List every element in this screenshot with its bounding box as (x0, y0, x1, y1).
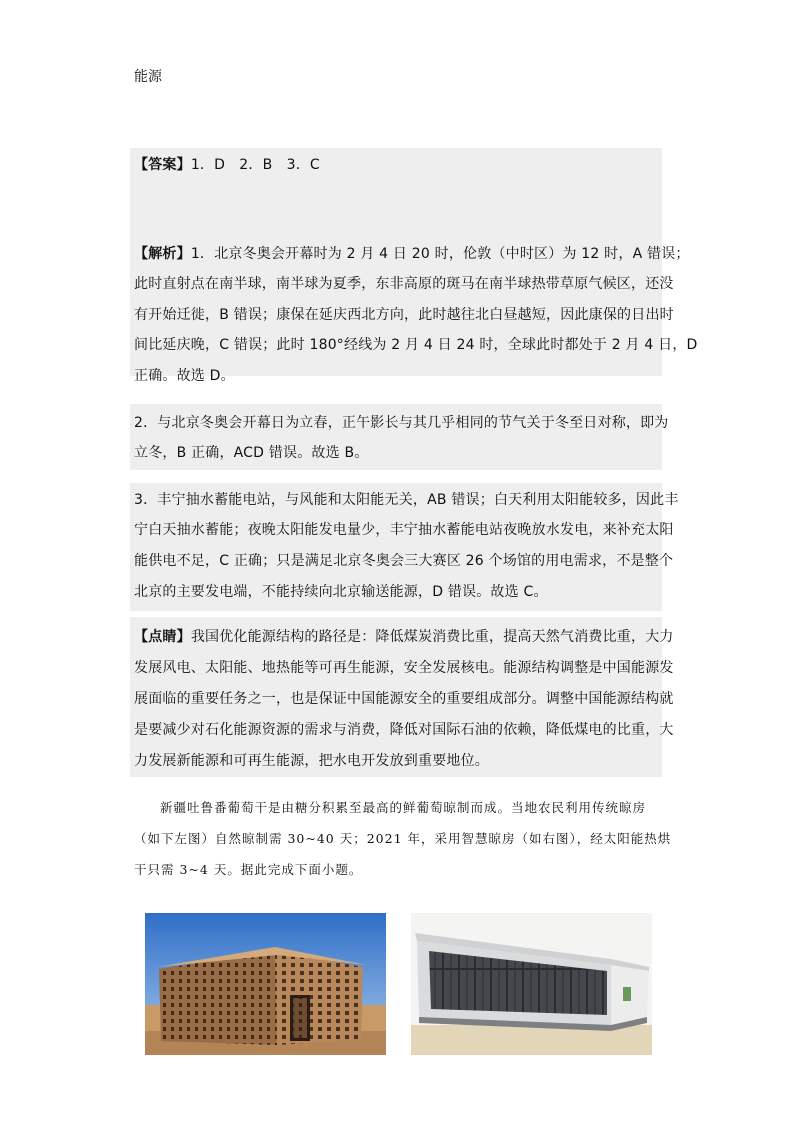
analysis-line: 有开始迁徙，B 错误；康保在延庆西北方向，此时越往北白昼越短，因此康保的日出时 (134, 307, 674, 323)
answer-text: 1．D 2．B 3．C (190, 157, 320, 173)
tip-line: 【点睛】我国优化能源结构的路径是：降低煤炭消费比重，提高天然气消费比重，大力 (134, 629, 674, 645)
tip-line: 力发展新能源和可再生能源，把水电开发放到重要地位。 (134, 753, 489, 769)
intro-line: （如下左图）自然晾制需 30~40 天；2021 年，采用智慧晾房（如右图），经太阳能热烘 (134, 831, 672, 846)
intro-line: 干只需 3~4 天。据此完成下面小题。 (134, 862, 363, 877)
analysis-line: 间比延庆晚，C 错误；此时 180°经线为 2 月 4 日 24 时，全球此时都处于 2 月 4 日，D (134, 337, 698, 353)
analysis-line: 北京的主要发电端，不能持续向北京输送能源，D 错误。故选 C。 (134, 584, 548, 600)
traditional-drying-house-image (145, 913, 386, 1055)
answer-line (134, 155, 662, 175)
answer-label: 【答案】 (134, 157, 191, 173)
tip-line: 发展风电、太阳能、地热能等可再生能源，安全发展核电。能源结构调整是中国能源发 (134, 660, 674, 676)
analysis-line: 正确。故选 D。 (134, 368, 235, 384)
smart-drying-house-image (411, 913, 652, 1055)
analysis-line: 此时直射点在南半球，南半球为夏季，东非高原的斑马在南半球热带草原气候区，还没 (134, 276, 674, 292)
analysis-line: 【解析】1．北京冬奥会开幕时为 2 月 4 日 20 时，伦敦（中时区）为 12 时，A 错误； (134, 246, 690, 262)
tip-label: 【点睛】 (134, 629, 191, 645)
analysis-line: 3．丰宁抽水蓄能电站，与风能和太阳能无关，AB 错误；白天利用太阳能较多，因此丰 (134, 492, 679, 508)
analysis-line: 2．与北京冬奥会开幕日为立春，正午影长与其几乎相同的节气关于冬至日对称，即为 (134, 415, 669, 431)
analysis-line: 能供电不足，C 正确；只是满足北京冬奥会三大赛区 26 个场馆的用电需求，不是整个 (134, 553, 674, 569)
tip-line: 是要减少对石化能源资源的需求与消费，降低对国际石油的依赖，降低煤电的比重，大 (134, 722, 674, 738)
intro-line: 新疆吐鲁番葡萄干是由糖分积累至最高的鲜葡萄晾制而成。当地农民利用传统晾房 (160, 800, 647, 815)
tip-line: 展面临的重要任务之一，也是保证中国能源安全的重要组成部分。调整中国能源结构就 (134, 691, 674, 707)
analysis-label: 【解析】 (134, 246, 191, 262)
analysis-line: 立冬，B 正确，ACD 错误。故选 B。 (134, 445, 369, 461)
analysis-line: 宁白天抽水蓄能；夜晚太阳能发电量少，丰宁抽水蓄能电站夜晚放水发电，来补充太阳 (134, 522, 674, 538)
section-word: 能源 (134, 69, 162, 85)
